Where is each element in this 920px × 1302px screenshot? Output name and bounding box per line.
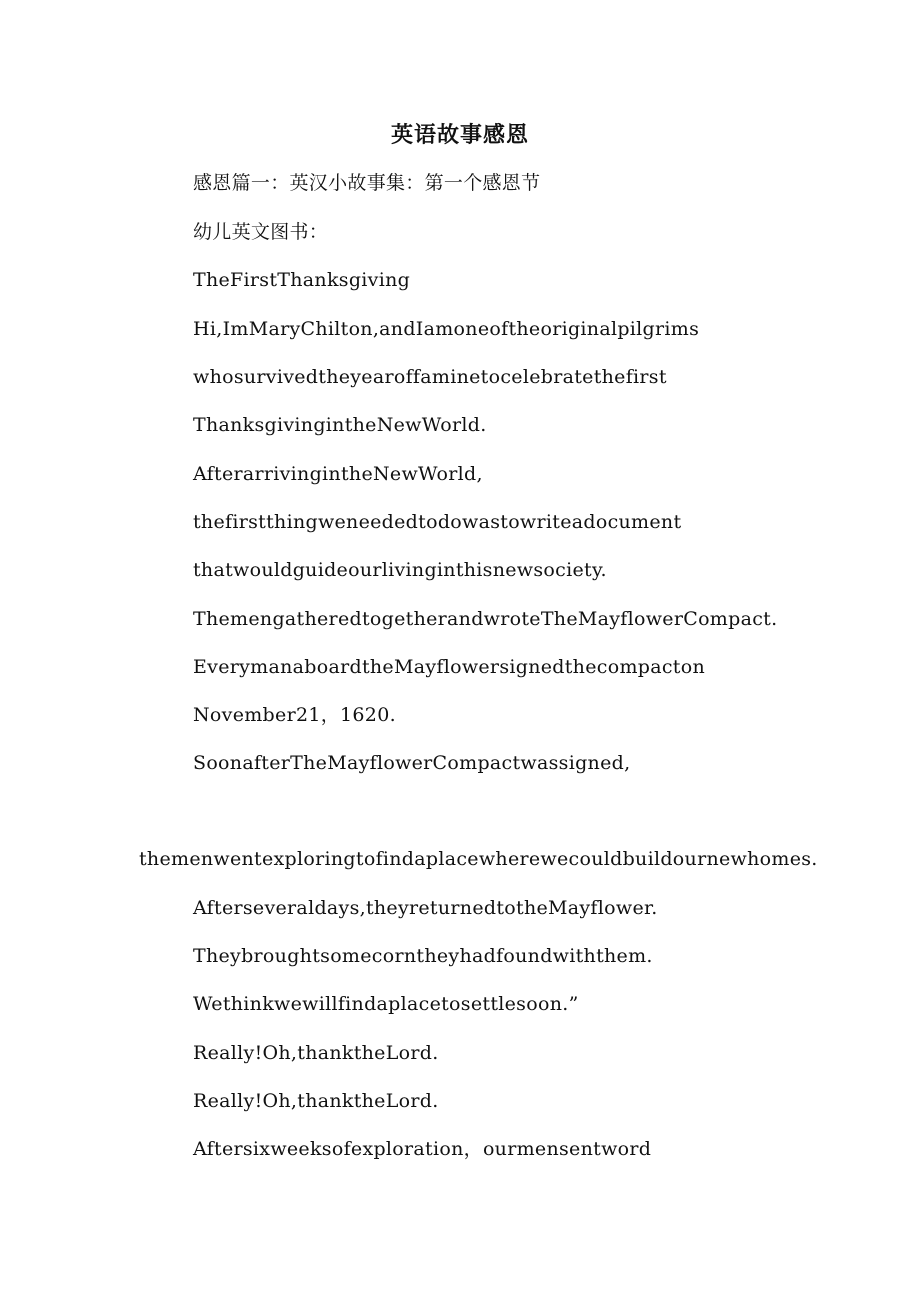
paragraph-line: AfterarrivingintheNewWorld, [193, 463, 483, 485]
paragraph-line: thefirstthingweneededtodowastowriteadocument [193, 511, 682, 533]
paragraph-line: whosurvivedtheyearoffaminetocelebratethefirst [193, 366, 667, 388]
paragraph-line: thatwouldguideourlivinginthisnewsociety. [193, 559, 607, 581]
paragraph-line: ThemengatheredtogetherandwroteTheMayflowerCompact. [193, 608, 778, 630]
paragraph-line: Wethinkwewillfindaplacetosettlesoon.” [193, 993, 579, 1015]
document-title: 英语故事感恩 [390, 122, 529, 148]
paragraph-line: 幼儿英文图书： [193, 221, 329, 243]
paragraph-line: Hi,ImMaryChilton,andIamoneoftheoriginalpilgrims [193, 318, 700, 340]
paragraph-line: ThanksgivingintheNewWorld. [193, 414, 487, 436]
paragraph-line: Afterseveraldays,theyreturnedtotheMayflower. [193, 897, 658, 919]
paragraph-line: 感恩篇一：英汉小故事集：第一个感恩节 [193, 172, 541, 194]
paragraph-line: SoonafterTheMayflowerCompactwassigned, [193, 752, 631, 774]
paragraph-line: Theybroughtsomecorntheyhadfoundwiththem. [193, 945, 653, 967]
paragraph-line: Really!Oh,thanktheLord. [193, 1090, 439, 1112]
paragraph-line: themenwentexploringtofindaplacewherewecouldbuildournewhomes. [139, 848, 818, 870]
paragraph-line: TheFirstThanksgiving [193, 269, 411, 291]
paragraph-line: Really!Oh,thanktheLord. [193, 1042, 439, 1064]
paragraph-line: EverymanaboardtheMayflowersignedthecompacton [193, 656, 706, 678]
paragraph-line: November21，1620. [193, 704, 396, 726]
paragraph-line: Aftersixweeksofexploration，ourmensentword [193, 1138, 652, 1160]
